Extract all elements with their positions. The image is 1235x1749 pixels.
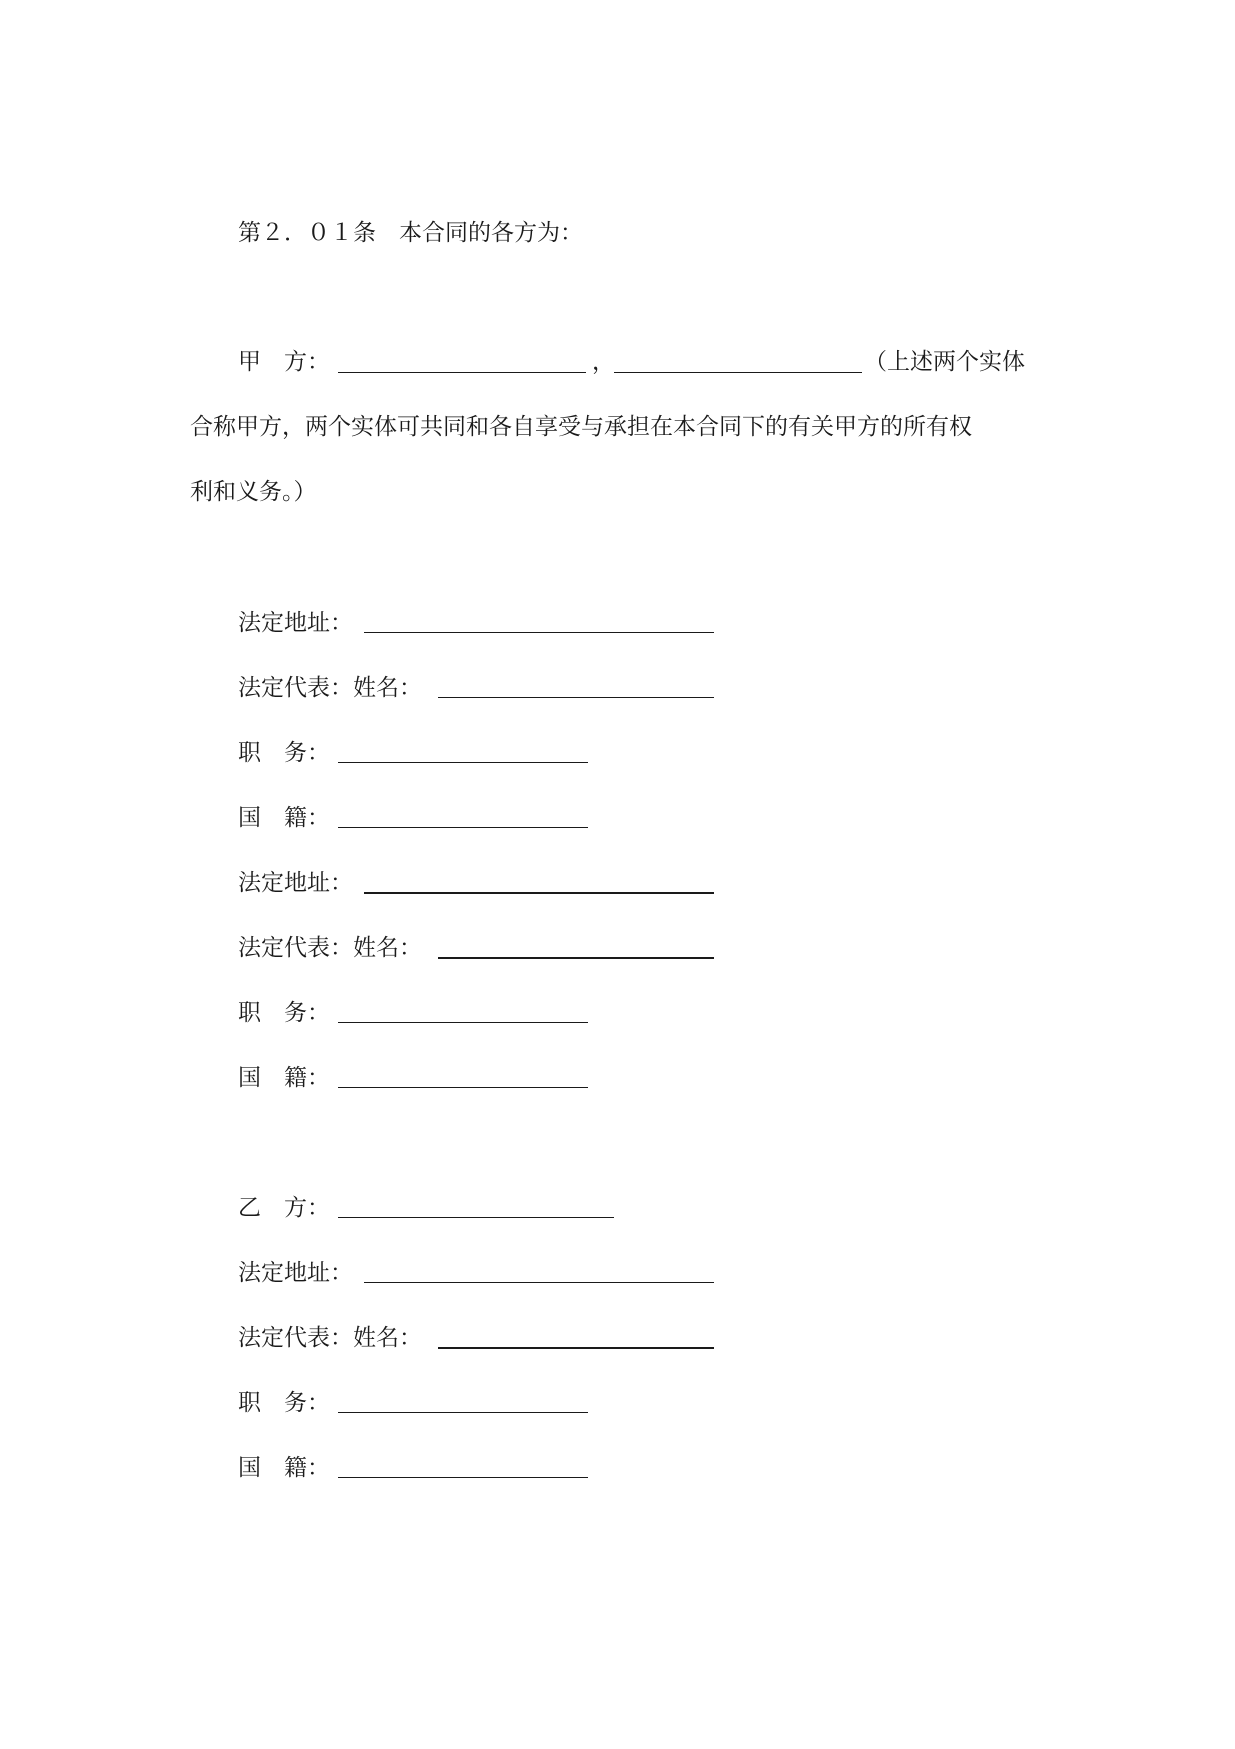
party-b-address-label: 法定地址： <box>238 1260 353 1286</box>
party-b-label: 乙 方： <box>238 1195 330 1221</box>
party-a-note-line2: 合称甲方，两个实体可共同和各自享受与承担在本合同下的有关甲方的所有权 <box>190 414 972 440</box>
entity2-address-blank[interactable] <box>364 892 714 894</box>
entity1-address-blank[interactable] <box>364 632 714 633</box>
party-b-title-blank[interactable] <box>338 1412 588 1413</box>
party-b-rep-blank[interactable] <box>438 1347 714 1349</box>
entity2-rep-blank[interactable] <box>438 957 714 959</box>
party-a-comma: ， <box>592 349 615 375</box>
entity1-nationality-blank[interactable] <box>338 827 588 828</box>
entity1-rep-label: 法定代表：姓名： <box>238 675 422 701</box>
entity2-title-label: 职 务： <box>238 1000 330 1026</box>
party-b-name-blank[interactable] <box>338 1217 614 1218</box>
party-a-entity1-blank[interactable] <box>338 372 586 373</box>
entity2-nationality-blank[interactable] <box>338 1087 588 1088</box>
party-b-nationality-label: 国 籍： <box>238 1455 330 1481</box>
entity1-nationality-label: 国 籍： <box>238 805 330 831</box>
entity1-rep-blank[interactable] <box>438 697 714 698</box>
entity2-title-blank[interactable] <box>338 1022 588 1023</box>
party-b-nationality-blank[interactable] <box>338 1477 588 1478</box>
party-b-title-label: 职 务： <box>238 1390 330 1416</box>
entity1-address-label: 法定地址： <box>238 610 353 636</box>
party-a-entity2-blank[interactable] <box>614 372 862 373</box>
entity2-rep-label: 法定代表：姓名： <box>238 935 422 961</box>
party-a-label: 甲 方： <box>238 349 330 375</box>
party-a-note-line1: （上述两个实体 <box>864 349 1025 375</box>
party-b-rep-label: 法定代表：姓名： <box>238 1325 422 1351</box>
entity2-address-label: 法定地址： <box>238 870 353 896</box>
entity2-nationality-label: 国 籍： <box>238 1065 330 1091</box>
entity1-title-label: 职 务： <box>238 740 330 766</box>
entity1-title-blank[interactable] <box>338 762 588 763</box>
party-a-note-line3: 利和义务。） <box>190 479 317 505</box>
article-heading: 第２．０１条 本合同的各方为： <box>238 220 583 246</box>
party-b-address-blank[interactable] <box>364 1282 714 1283</box>
